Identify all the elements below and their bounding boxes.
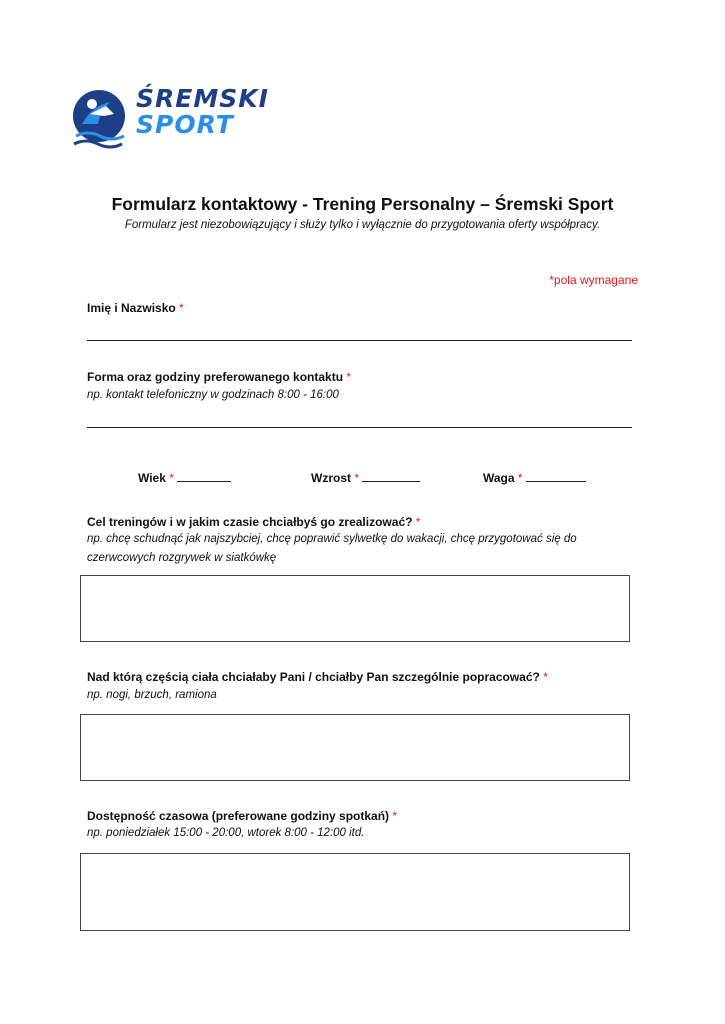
contact-hint: np. kontakt telefoniczny w godzinach 8:00 - 16:00	[87, 389, 339, 401]
availability-label: Dostępność czasowa (preferowane godziny spotkań) *	[87, 809, 398, 823]
logo-line2: SPORT	[136, 110, 234, 139]
age-label: Wiek	[138, 471, 166, 485]
goal-label: Cel treningów i w jakim czasie chciałbyś go zrealizować? *	[87, 515, 421, 529]
age-field-group	[138, 469, 231, 485]
availability-hint: np. poniedziałek 15:00 - 20:00, wtorek 8:00 - 12:00 itd.	[87, 827, 365, 839]
height-field-group	[311, 469, 420, 485]
availability-textarea[interactable]	[80, 853, 630, 931]
goal-textarea[interactable]	[80, 575, 630, 642]
page-title: Formularz kontaktowy - Trening Personalny – Śremski Sport	[111, 194, 614, 214]
contact-field[interactable]	[87, 427, 632, 428]
required-star: *	[354, 471, 360, 485]
weight-field-group	[483, 469, 586, 485]
required-star: *	[415, 515, 421, 529]
body-part-hint: np. nogi, brzuch, ramiona	[87, 689, 217, 701]
logo-line1: ŚREMSKI	[136, 84, 269, 113]
goal-hint: np. chcę schudnąć jak najszybciej, chcę poprawić sylwetkę do wakacji, chcę przygotować się do czerwcowych rozgrywek w siatkówkę	[87, 533, 577, 564]
required-star: *	[392, 809, 398, 823]
required-note: *pola wymagane	[549, 273, 638, 287]
required-star: *	[543, 670, 548, 684]
name-label: Imię i Nazwisko *	[87, 301, 184, 315]
weight-field[interactable]	[526, 469, 586, 482]
required-star: *	[179, 301, 184, 315]
logo-wordmark	[136, 86, 269, 138]
required-star: *	[346, 370, 352, 384]
required-star: *	[517, 471, 523, 485]
body-part-label: Nad którą częścią ciała chciałaby Pani / chciałby Pan szczególnie popracować? *	[87, 670, 548, 684]
page-subtitle: Formularz jest niezobowiązujący i służy tylko i wyłącznie do przygotowania oferty współpracy.	[124, 219, 601, 231]
age-field[interactable]	[177, 469, 231, 482]
contact-label: Forma oraz godziny preferowanego kontaktu *	[87, 370, 352, 384]
weight-label: Waga	[483, 471, 515, 485]
body-part-textarea[interactable]	[80, 714, 630, 781]
name-field[interactable]	[87, 340, 632, 341]
required-star: *	[169, 471, 174, 485]
height-field[interactable]	[362, 469, 420, 482]
height-label: Wzrost	[311, 471, 351, 485]
